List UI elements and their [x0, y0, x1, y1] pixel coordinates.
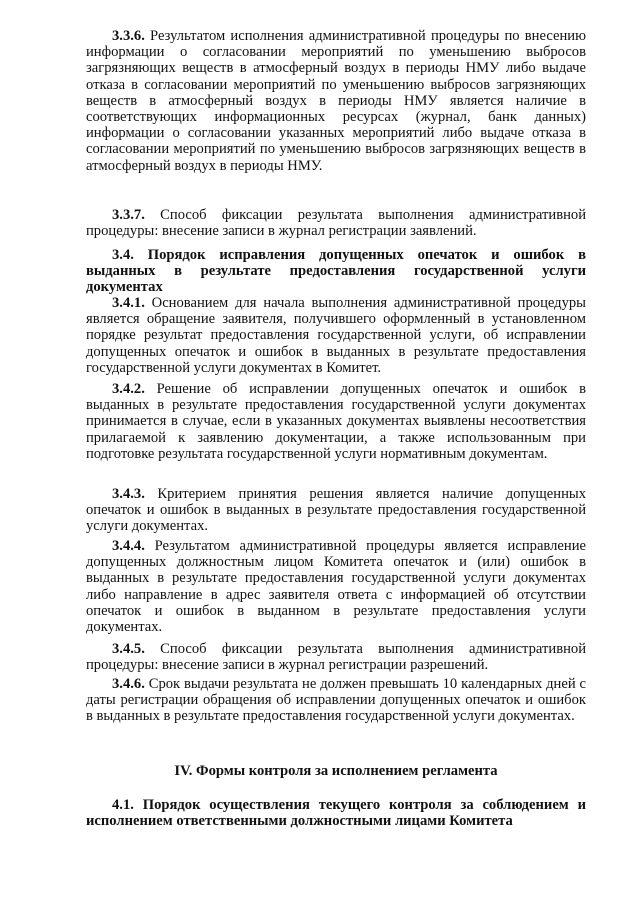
paragraph-3-3-7 — [86, 207, 586, 239]
paragraph-text: Основанием для начала выполнения административной процедуры является обращение заявителя, получившего оформленный в установленном порядке результат предоставления государственной услуги, об исправлении допущенных опечаток и ошибок в выданных в результате предоставления государственной услуги документах в Комитет. — [86, 295, 586, 376]
heading-4-1 — [86, 797, 586, 829]
paragraph-3-4-2 — [86, 381, 586, 462]
paragraph-text: Способ фиксации результата выполнения административной процедуры: внесение записи в журнал регистрации заявлений. — [86, 207, 586, 240]
clause-number: 3.4.6. — [112, 676, 145, 692]
paragraph-3-4-5 — [86, 641, 586, 673]
paragraph-text: Результатом административной процедуры является исправление допущенных должностным лицом Комитета опечаток и (или) ошибок в выданных в результате предоставления государственной услуги документах либо направление в адрес заявителя ответа с информацией об отсутствии опечаток и ошибок в выданном в результате предоставления услуги документах. — [86, 538, 586, 636]
paragraph-text: Результатом исполнения административной процедуры по внесению информации о согласовании мероприятий по уменьшению выбросов загрязняющих веществ в атмосферный воздух в периоды НМУ либо выдаче отказа в согласовании мероприятий по уменьшению выбросов загрязняющих веществ в атмосферный воздух в периоды НМУ является наличие в соответствующих информационных ресурсах (журнал, банк данных) информации о согласовании указанных мероприятий либо выдаче отказа в согласовании мероприятий по уменьшению выбросов загрязняющих веществ в атмосферный воздух в периоды НМУ. — [86, 28, 586, 174]
clause-number: 3.4.4. — [112, 538, 145, 554]
paragraph-3-4-3 — [86, 486, 586, 535]
paragraph-3-4-4 — [86, 538, 586, 635]
clause-number: 3.4.1. — [112, 295, 145, 311]
paragraph-text: Решение об исправлении допущенных опечаток и ошибок в выданных в результате предоставления государственной услуги документах принимается в случае, если в указанных документах выявлены несоответствия прилагаемой к заявлению документации, а также использованным при подготовке результата государственной услуги нормативным документам. — [86, 381, 586, 462]
paragraph-3-3-6 — [86, 28, 586, 174]
paragraph-3-4-1 — [86, 295, 586, 376]
paragraph-3-4-6 — [86, 676, 586, 725]
subsection-3-4-heading: 3.4. Порядок исправления допущенных опечаток и ошибок в выданных в результате предоставления государственной услуги документах — [86, 247, 586, 296]
clause-number: 3.4.2. — [112, 381, 145, 397]
paragraph-text: Критерием принятия решения является наличие допущенных опечаток и ошибок в выданных в результате предоставления государственной услуги документах. — [86, 486, 586, 535]
paragraph-text: Срок выдачи результата не должен превышать 10 календарных дней с даты регистрации обращения об исправлении допущенных опечаток и ошибок в выданных в результате предоставления государственной услуги документах. — [86, 676, 586, 725]
section-iv-heading: IV. Формы контроля за исполнением регламента — [174, 763, 498, 779]
heading-3-4 — [86, 247, 586, 296]
clause-number: 3.3.6. — [112, 28, 145, 44]
clause-number: 3.4.3. — [112, 486, 145, 502]
subsection-4-1-heading: 4.1. Порядок осуществления текущего контроля за соблюдением и исполнением ответственными должностными лицами Комитета — [86, 797, 586, 830]
clause-number: 3.3.7. — [112, 207, 145, 223]
paragraph-text: Способ фиксации результата выполнения административной процедуры: внесение записи в журнал регистрации разрешений. — [86, 641, 586, 674]
clause-number: 3.4.5. — [112, 641, 145, 657]
